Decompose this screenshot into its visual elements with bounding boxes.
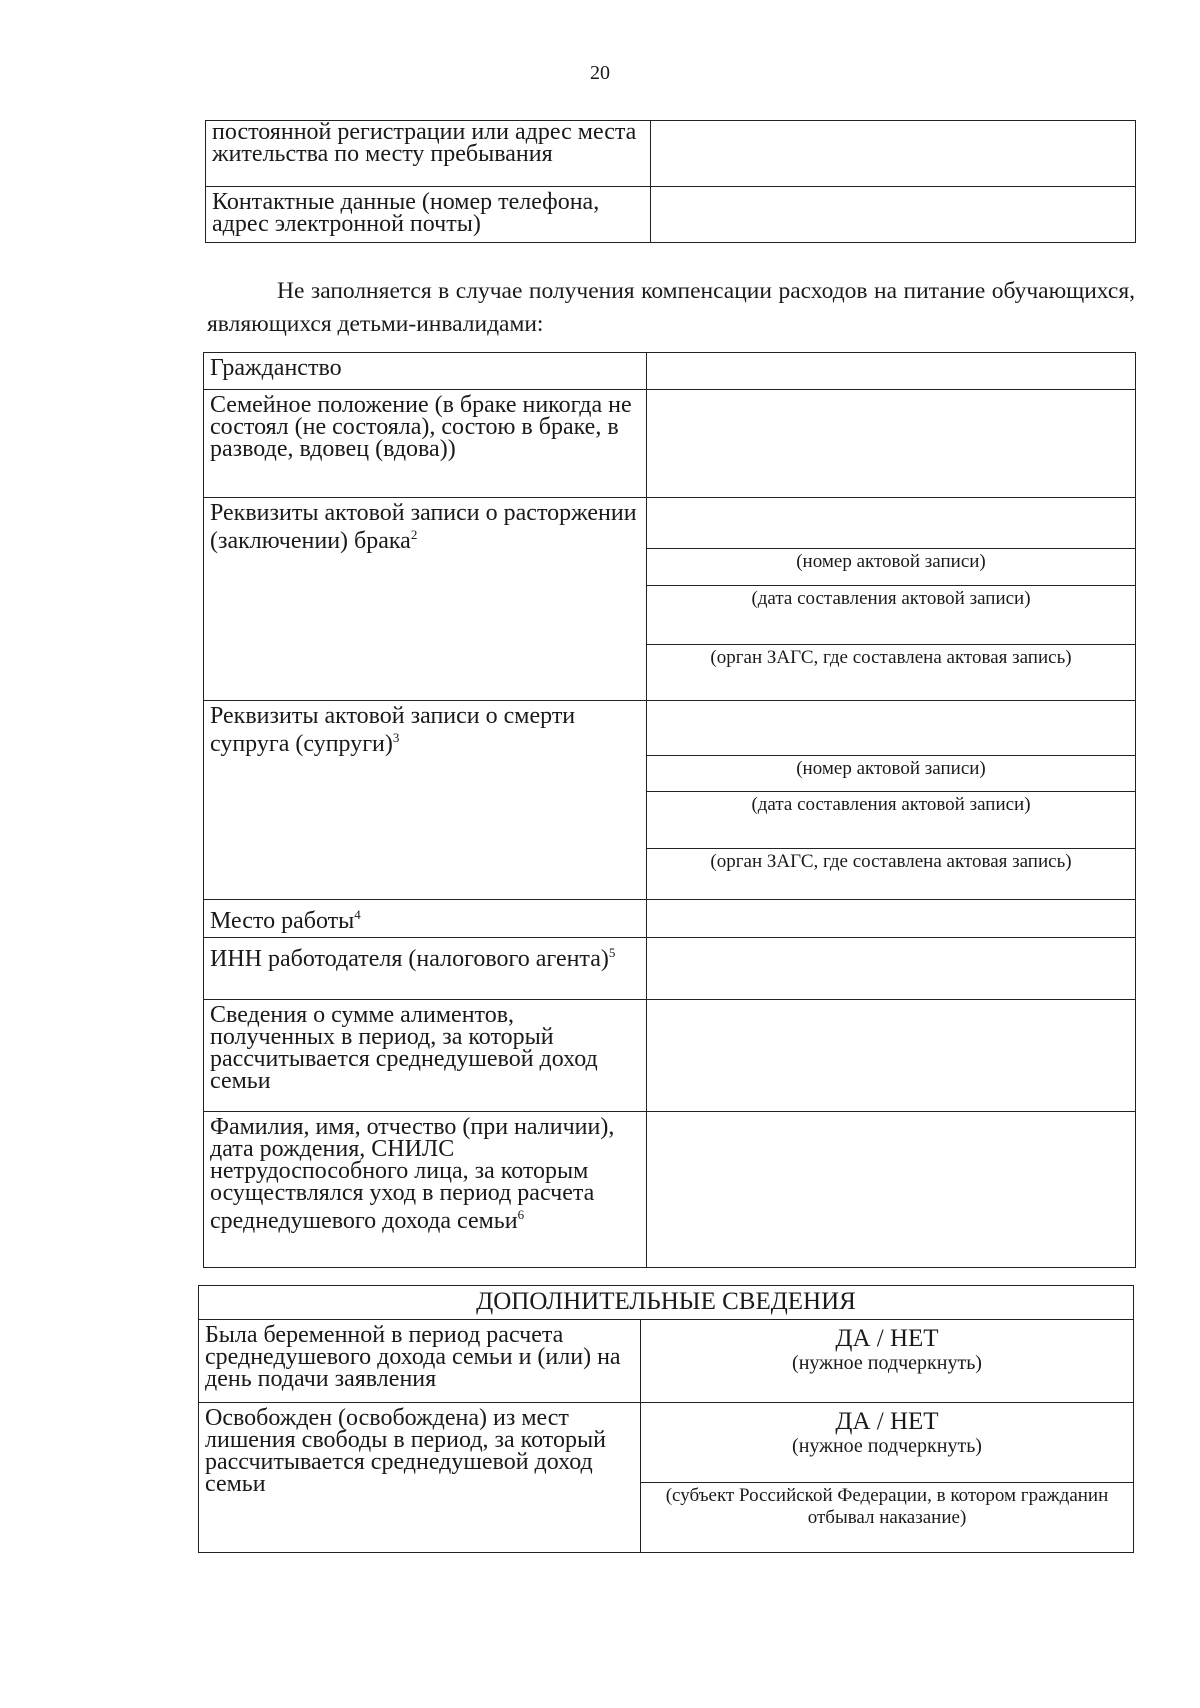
citizenship-label: Гражданство — [204, 353, 647, 390]
note-text: Не заполняется в случае получения компенсации расходов на питание обучающихся, являющихся детьми-инвалидами: — [207, 278, 1135, 337]
divorce-record-label — [204, 498, 647, 701]
divorce-date-hint: (дата составления актовой записи) — [647, 585, 1135, 644]
address-contact-table — [205, 120, 1136, 243]
released-yes-no[interactable]: ДА / НЕТ — [835, 1408, 939, 1435]
footnote-3: 3 — [392, 730, 400, 745]
pregnant-label: Была беременной в период расчета среднедушевого дохода семьи и (или) на день подачи заявления — [199, 1320, 641, 1403]
care-text: Фамилия, имя, отчество (при наличии), дата рождения, СНИЛС нетрудоспособного лица, за которым осуществлялся уход в период расчета среднедушевого дохода семьи — [210, 1114, 615, 1234]
death-office-hint: (орган ЗАГС, где составлена актовая запись) — [647, 848, 1135, 872]
additional-info-table — [198, 1285, 1134, 1553]
divorce-office-hint: (орган ЗАГС, где составлена актовая запись) — [647, 644, 1135, 668]
page-number: 20 — [590, 62, 610, 84]
alimony-label: Сведения о сумме алиментов, полученных в период, за который рассчитывается среднедушевой доход семьи — [204, 1000, 647, 1112]
citizenship-field[interactable] — [647, 353, 1136, 390]
footnote-5: 5 — [608, 945, 616, 960]
released-answer — [641, 1403, 1134, 1553]
footnote-6: 6 — [517, 1207, 525, 1222]
released-underline-hint: (нужное подчеркнуть) — [792, 1435, 982, 1457]
marital-status-label: Семейное положение (в браке никогда не состоял (не состояла), состою в браке, в разводе, вдовец (вдова)) — [204, 390, 647, 498]
death-record-fields — [647, 701, 1136, 900]
released-label: Освобожден (освобождена) из мест лишения свободы в период, за который рассчитывается среднедушевой доход семьи — [199, 1403, 641, 1553]
workplace-label — [204, 900, 647, 938]
workplace-field[interactable] — [647, 900, 1136, 938]
pregnant-yes-no[interactable]: ДА / НЕТ — [835, 1325, 939, 1352]
employer-inn-text: ИНН работодателя (налогового агента) — [210, 946, 609, 972]
pregnant-underline-hint: (нужное подчеркнуть) — [792, 1352, 982, 1374]
footnote-4: 4 — [354, 907, 361, 922]
divorce-record-text: Реквизиты актовой записи о расторжении (заключении) брака — [210, 500, 637, 554]
divorce-number-hint: (номер актовой записи) — [647, 548, 1135, 585]
employer-inn-field[interactable] — [647, 938, 1136, 1000]
death-date-hint: (дата составления актовой записи) — [647, 791, 1135, 848]
footnote-2: 2 — [410, 527, 418, 542]
family-info-table — [203, 352, 1136, 1268]
workplace-text: Место работы — [210, 908, 355, 934]
region-hint: (субъект Российской Федерации, в котором гражданин отбывал наказание) — [641, 1482, 1133, 1529]
death-record-text: Реквизиты актовой записи о смерти супруга (супруги) — [210, 703, 576, 757]
contact-label: Контактные данные (номер телефона, адрес электронной почты) — [206, 187, 651, 243]
address-label: постоянной регистрации или адрес места жительства по месту пребывания — [206, 121, 651, 187]
divorce-record-fields — [647, 498, 1136, 701]
contact-field[interactable] — [651, 187, 1136, 243]
care-field[interactable] — [647, 1112, 1136, 1268]
employer-inn-label — [204, 938, 647, 1000]
death-number-hint: (номер актовой записи) — [647, 755, 1135, 791]
death-record-label — [204, 701, 647, 900]
divorce-number-field[interactable] — [647, 498, 1135, 548]
death-number-field[interactable] — [647, 701, 1135, 755]
alimony-field[interactable] — [647, 1000, 1136, 1112]
section-heading: ДОПОЛНИТЕЛЬНЫЕ СВЕДЕНИЯ — [199, 1286, 1134, 1320]
pregnant-answer[interactable] — [641, 1320, 1134, 1403]
marital-status-field[interactable] — [647, 390, 1136, 498]
care-label — [204, 1112, 647, 1268]
address-field[interactable] — [651, 121, 1136, 187]
